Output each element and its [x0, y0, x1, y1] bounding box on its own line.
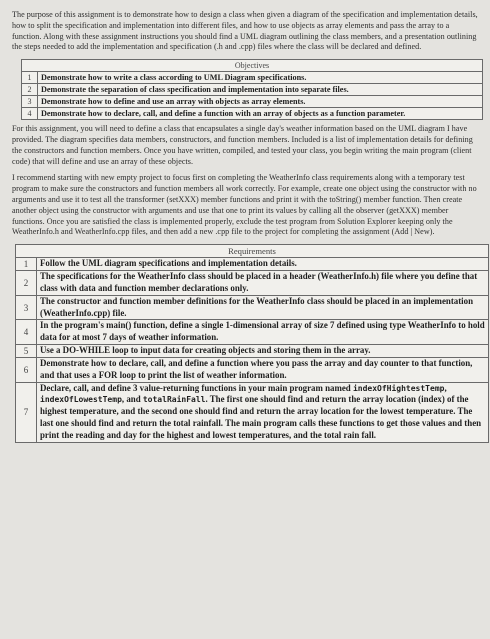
requirement-separator: , and — [121, 394, 143, 405]
objective-row — [22, 84, 483, 96]
requirement-separator: , — [444, 382, 447, 393]
requirement-text — [37, 382, 489, 442]
objectives-header-row — [22, 60, 483, 72]
requirement-text: The constructor and function member definitions for the WeatherInfo class should be placed in an implementation (WeatherInfo.cpp) file. — [37, 295, 489, 320]
objective-row — [22, 108, 483, 120]
requirement-text: Follow the UML diagram specifications and implementation details. — [37, 258, 489, 271]
requirement-number: 5 — [16, 344, 37, 357]
requirement-row — [16, 320, 489, 345]
requirement-row — [16, 382, 489, 442]
objective-text: Demonstrate the separation of class specification and implementation into separate files. — [38, 84, 483, 96]
function-name-rainfall: totalRainFall — [142, 395, 206, 405]
requirement-row — [16, 344, 489, 357]
requirement-row — [16, 258, 489, 271]
objective-number: 2 — [22, 84, 38, 96]
requirement-text: Use a DO-WHILE loop to input data for creating objects and storing them in the array. — [37, 344, 489, 357]
requirements-table — [15, 244, 489, 442]
function-name-lowest: indexOfLowestTemp — [40, 395, 122, 405]
objective-row — [22, 96, 483, 108]
objective-text: Demonstrate how to write a class according to UML Diagram specifications. — [38, 72, 483, 84]
requirement-number: 2 — [16, 271, 37, 296]
objectives-header: Objectives — [22, 60, 483, 72]
objective-row — [22, 72, 483, 84]
requirement-text-part: . The first one should find and return the array location (index) of the highest temperature, and the second one should find and return the array location for the lowest temperature. The last one should find and return the total rainfall. The main program calls these functions to get those values and then print the reading and day for the highest and lowest temperatures, and the total rain fall. — [40, 394, 482, 440]
requirement-text-part: Declare, call, and define 3 value-returning functions in your main program named — [40, 382, 353, 393]
requirement-number: 7 — [16, 382, 37, 442]
objective-number: 4 — [22, 108, 38, 120]
requirement-number: 4 — [16, 320, 37, 345]
requirement-row — [16, 295, 489, 320]
requirement-text: Demonstrate how to declare, call, and define a function where you pass the array and day counter to that function, and that uses a FOR loop to print the list of weather information. — [37, 357, 489, 382]
objective-text: Demonstrate how to define and use an array with objects as array elements. — [38, 96, 483, 108]
objectives-table — [21, 59, 483, 120]
intro-paragraph: The purpose of this assignment is to demonstrate how to design a class when given a diagram of the specification and implementation details, how to split the specification and implementation into different files, and how to use objects as array elements and pass the array to a function. Along with these assignment instructions you should find a UML diagram outlining the class members, and a presentation outlining the steps needed to add the implementation and specification (.h and .cpp) files where the class will be declared and defined. — [12, 10, 478, 52]
requirement-number: 6 — [16, 357, 37, 382]
requirements-header-row — [16, 245, 489, 258]
requirement-row — [16, 357, 489, 382]
assignment-paragraph: For this assignment, you will need to define a class that encapsulates a single day's weather information based on the UML diagram I have provided. The diagram specifies data members, constructors, and function members. Included is a list of implementation details for defining the constructors and function members. Once you have written, compiled, and tested your class, you begin writing the main program (client code) that will define and use an array of these objects. — [12, 124, 473, 166]
objective-number: 3 — [22, 96, 38, 108]
requirement-number: 3 — [16, 295, 37, 320]
objective-text: Demonstrate how to declare, call, and define a function with an array of objects as a function parameter. — [38, 108, 483, 120]
requirement-row — [16, 271, 489, 296]
requirement-number: 1 — [16, 258, 37, 271]
requirement-text: In the program's main() function, define a single 1-dimensional array of size 7 defined using type WeatherInfo to hold data for at most 7 days of weather information. — [37, 320, 489, 345]
recommendation-paragraph: I recommend starting with new empty project to focus first on completing the WeatherInfo class requirements along with a temporary test program to make sure the constructors and function members all work correctly. For example, create one object using the constructor with no arguments and use it to test all the transformer (setXXX) member functions and print it with the toString() member function. Then create another object using the constructor with arguments and use that one to print its values by calling all the observer (getXXX) member functions. Once you are satisfied the class is implemented properly, exclude the test program from Solution Explorer keeping only the WeatherInfo.h and WeatherInfo.cpp files, and then add a new .cpp file to the project for completing the assignment (Add | New). — [12, 173, 477, 237]
requirements-header: Requirements — [16, 245, 489, 258]
function-name-highest: indexOfHightestTemp — [352, 383, 445, 393]
objective-number: 1 — [22, 72, 38, 84]
requirement-text: The specifications for the WeatherInfo class should be placed in a header (WeatherInfo.h) file where you define that class with data and function member declarations only. — [37, 271, 489, 296]
